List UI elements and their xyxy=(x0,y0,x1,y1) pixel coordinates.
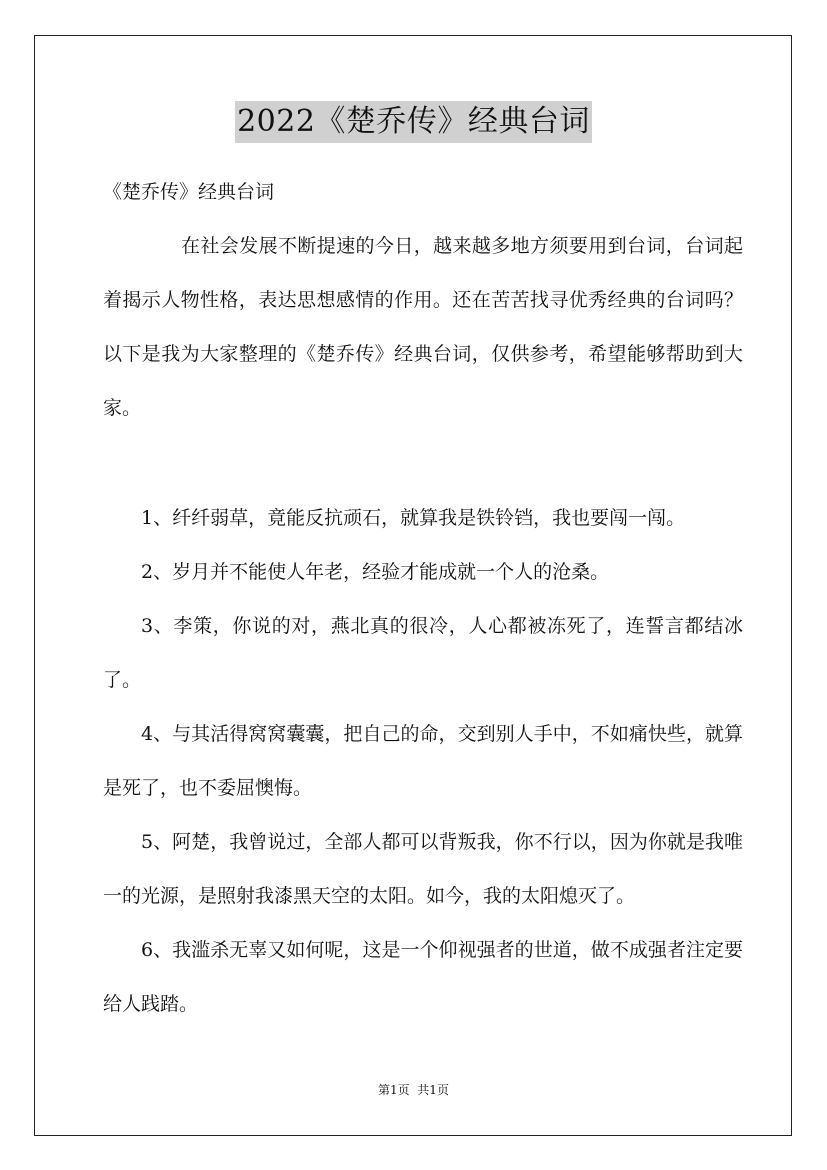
quote-1: 1、纤纤弱草，竟能反抗顽石，就算我是铁铃铛，我也要闯一闯。 xyxy=(141,507,686,529)
quote-5: 5、阿楚，我曾说过，全部人都可以背叛我，你不行以，因为你就是我唯一的光源，是照射我漆黑天空的太阳。如今，我的太阳熄灭了。 xyxy=(103,831,743,907)
page-number-label: 第1页 共1页 xyxy=(378,1083,449,1097)
title-container xyxy=(0,101,827,143)
document-subtitle: 《楚乔传》经典台词 xyxy=(103,181,275,203)
quote-2: 2、岁月并不能使人年老，经验才能成就一个人的沧桑。 xyxy=(141,561,610,583)
quote-3: 3、李策，你说的对，燕北真的很冷，人心都被冻死了，连誓言都结冰了。 xyxy=(103,615,743,691)
quote-4: 4、与其活得窝窝囊囊，把自己的命，交到别人手中，不如痛快些，就算是死了，也不委屈懊悔。 xyxy=(103,723,743,799)
intro-paragraph: 在社会发展不断提速的今日，越来越多地方须要用到台词，台词起着揭示人物性格，表达思想感情的作用。还在苦苦找寻优秀经典的台词吗？以下是我为大家整理的《楚乔传》经典台词，仅供参考，希望能够帮助到大家。 xyxy=(103,235,743,419)
document-title: 2022《楚乔传》经典台词 xyxy=(235,101,592,143)
quote-6: 6、我滥杀无辜又如何呢，这是一个仰视强者的世道，做不成强者注定要给人践踏。 xyxy=(103,939,743,1015)
page-footer xyxy=(0,1082,827,1098)
